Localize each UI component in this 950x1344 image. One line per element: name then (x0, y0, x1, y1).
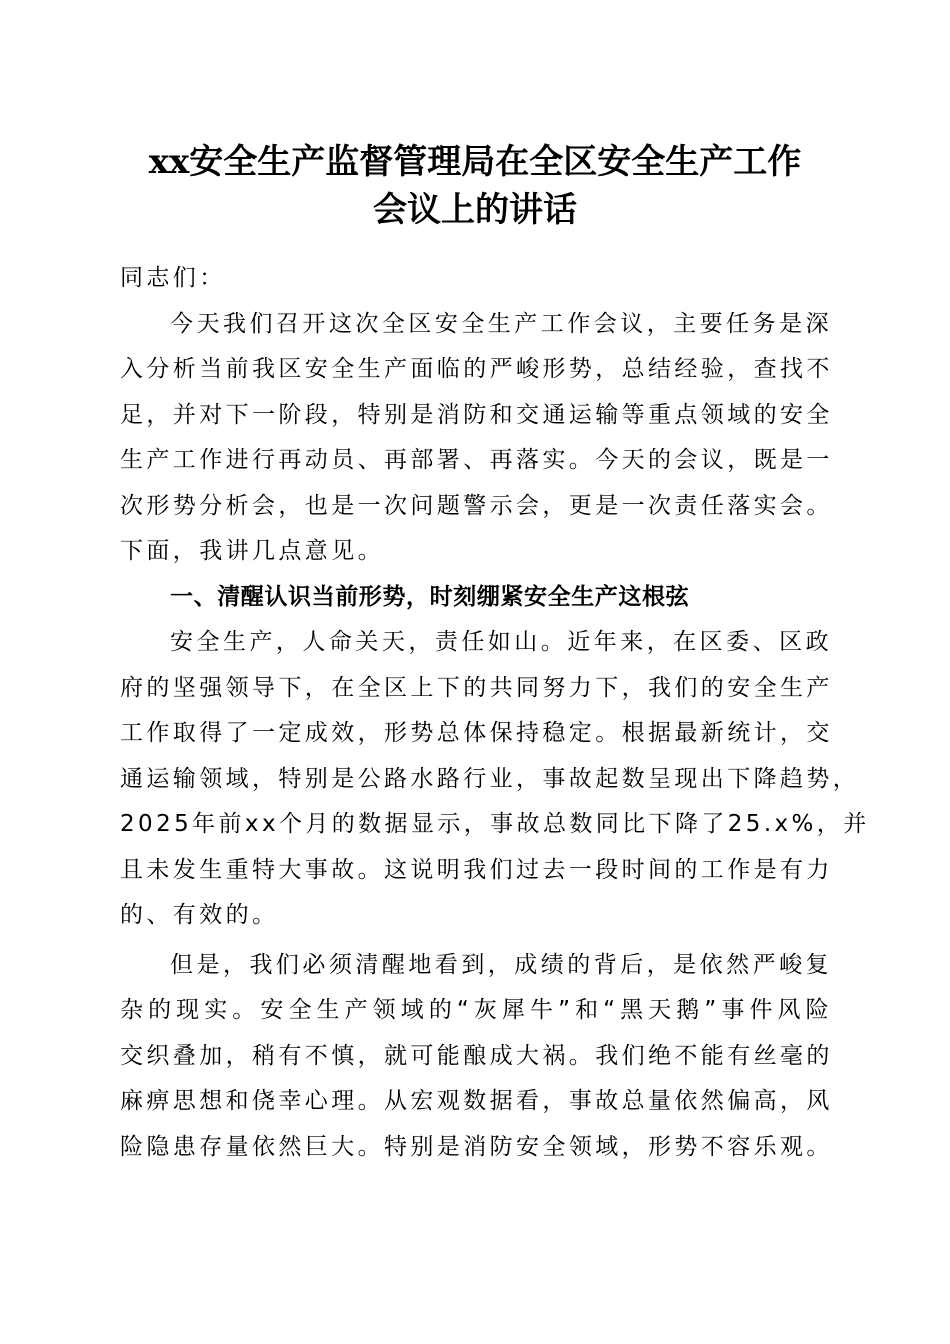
paragraph-line: 但是，我们必须清醒地看到，成绩的背后，是依然严峻复 (170, 951, 832, 978)
document-title (0, 138, 950, 234)
paragraph-line: 麻痹思想和侥幸心理。从宏观数据看，事故总量依然偏高，风 (120, 1088, 833, 1114)
paragraph-line: 入分析当前我区安全生产面临的严峻形势，总结经验，查找不 (120, 356, 833, 382)
paragraph-risks (120, 943, 832, 1171)
paragraph-line: 生产工作进行再动员、再部署、再落实。今天的会议，既是一 (120, 447, 833, 473)
paragraph-line: 且未发生重特大事故。这说明我们过去一段时间的工作是有力 (120, 856, 833, 883)
paragraph-situation (120, 620, 870, 939)
salutation: 同志们： (120, 265, 226, 291)
paragraph-line: 杂的现实。安全生产领域的“灰犀牛”和“黑天鹅”事件风险 (120, 997, 832, 1023)
paragraph-line: 安全生产，人命关天，责任如山。近年来，在区委、区政 (170, 629, 832, 655)
paragraph-line: 险隐患存量依然巨大。特别是消防安全领域，形势不容乐观。 (120, 1133, 833, 1160)
document-body (120, 256, 870, 1170)
paragraph-line: 交织叠加，稍有不慎，就可能酿成大祸。我们绝不能有丝毫的 (120, 1042, 833, 1069)
paragraph-line: 足，并对下一阶段，特别是消防和交通运输等重点领域的安全 (120, 401, 833, 428)
title-line-1: xx安全生产监督管理局在全区安全生产工作 (148, 142, 802, 182)
paragraph-line: 今天我们召开这次全区安全生产工作会议，主要任务是深 (170, 310, 832, 337)
section-heading-1: 一、清醒认识当前形势，时刻绷紧安全生产这根弦 (170, 583, 690, 610)
paragraph-line: 次形势分析会，也是一次问题警示会，更是一次责任落实会。 (120, 492, 833, 519)
paragraph-line: 工作取得了一定成效，形势总体保持稳定。根据最新统计，交 (120, 720, 833, 746)
paragraph-line: 通运输领域，特别是公路水路行业，事故起数呈现出下降趋势， (120, 765, 860, 792)
paragraph-line: 的、有效的。 (120, 902, 279, 928)
paragraph-intro (120, 302, 832, 575)
paragraph-line: 府的坚强领导下，在全区上下的共同努力下，我们的安全生产 (120, 674, 833, 701)
title-line-2: 会议上的讲话 (373, 190, 577, 230)
paragraph-line: 2025年前xx个月的数据显示，事故总数同比下降了25.x%，并 (120, 811, 870, 837)
paragraph-line: 下面，我讲几点意见。 (120, 538, 384, 564)
